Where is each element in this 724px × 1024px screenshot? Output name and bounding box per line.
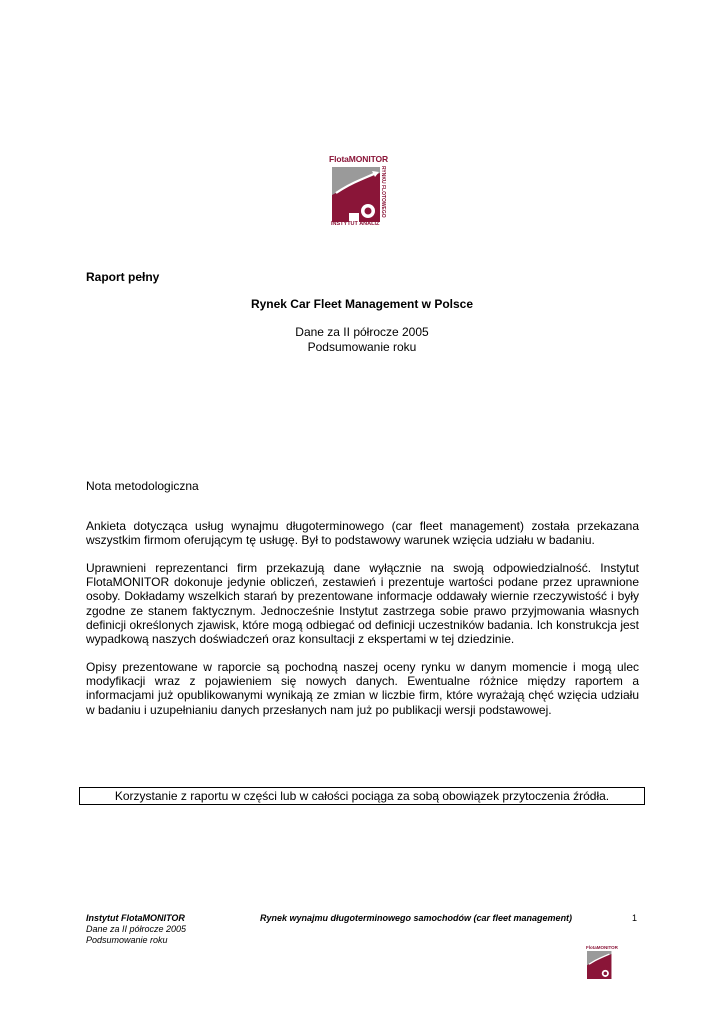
logo-bottom-text: INSTYTUT ANALIZ: [331, 221, 380, 227]
report-label: Raport pełny: [86, 270, 160, 284]
logo-small-brand-text: FlotaMONITOR: [586, 945, 618, 950]
report-subtitle-period: Dane za II półrocze 2005: [295, 325, 429, 339]
section-title: Nota metodologiczna: [86, 479, 199, 493]
flotamonitor-logo-small: [586, 945, 620, 983]
footer-summary: Podsumowanie roku: [86, 935, 168, 945]
flotamonitor-logo: [329, 154, 397, 230]
paragraph-responsibility: Uprawnieni reprezentanci firm przekazują dane wyłącznie na swoją odpowiedzialność. Instytut FlotaMONITOR dokonuje jedynie obliczeń, zestawień i prezentuje wartości podane przez uprawnione osoby. Dokładamy wszelkich starań by prezentowane informacje oddawały wiernie rzeczywistość i były zgodne ze stanem faktycznym. Jednocześnie Instytut zastrzega sobie prawo przyjmowania własnych definicji określonych zjawisk, które mogą odbiegać od definicji uczestników badania. Ich konstrukcja jest wypadkową naszych doświadczeń oraz konsultacji z ekspertami w tej dziedzinie.: [86, 561, 639, 647]
logo-small-car-icon: [587, 951, 615, 979]
logo-car-icon: [332, 167, 387, 222]
report-title: Rynek Car Fleet Management w Polsce: [250, 297, 474, 311]
footer-period: Dane za II półrocze 2005: [86, 924, 187, 934]
footer-left: [86, 913, 186, 946]
logo-side-text: RYNKU FLOTOWEGO: [380, 166, 386, 218]
footer-report-title: Rynek wynajmu długoterminowego samochodów (car fleet management): [260, 913, 573, 923]
citation-notice-box: Korzystanie z raportu w części lub w całości pociąga za sobą obowiązek przytoczenia źródła.: [79, 787, 645, 805]
logo-brand-text: FlotaMONITOR: [329, 154, 389, 164]
report-subtitle-summary: Podsumowanie roku: [307, 340, 417, 354]
paragraph-survey: Ankieta dotycząca usług wynajmu długoterminowego (car fleet management) została przekazana wszystkim firmom oferującym tę usługę. Był to podstawowy warunek wzięcia udziału w badaniu.: [86, 519, 639, 548]
paragraph-descriptions: Opisy prezentowane w raporcie są pochodną naszej oceny rynku w danym momencie i mogą ulec modyfikacji wraz z pojawieniem się nowych danych. Ewentualne różnice między raportem a informacjami już opublikowanymi wynikają ze zmian w liczbie firm, które wyrażają chęć wzięcia udziału w badaniu i uzupełnianiu danych przesłanych nam już po publikacji wersji podstawowej.: [86, 660, 639, 717]
footer-institute: Instytut FlotaMONITOR: [86, 913, 185, 923]
page-number: 1: [632, 913, 638, 923]
